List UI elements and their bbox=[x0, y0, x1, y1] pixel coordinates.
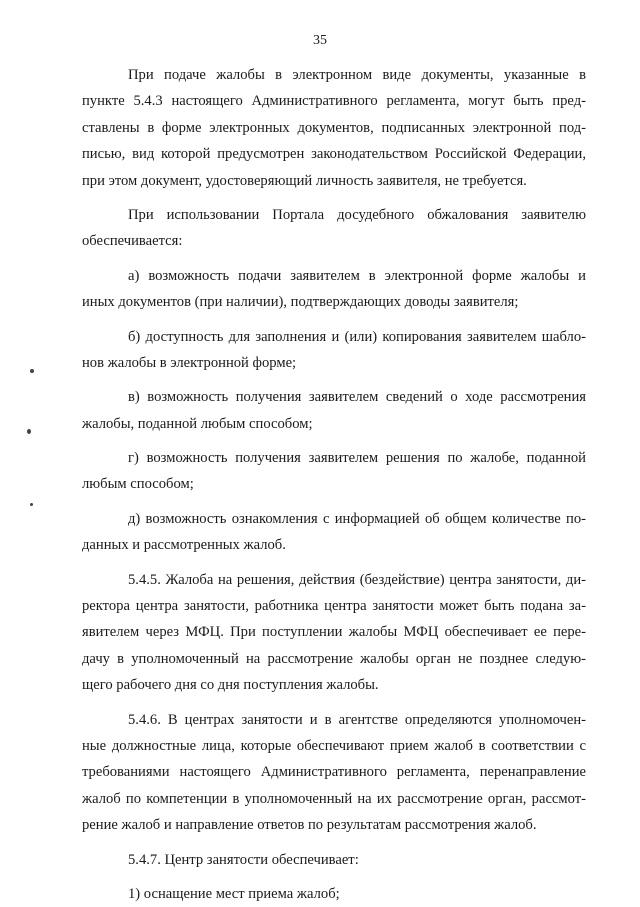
text-line: 5.4.6. В центрах занятости и в агентстве определяются уполномочен- bbox=[128, 711, 586, 728]
text-line: явителем через МФЦ. При поступлении жалобы МФЦ обеспечивает ее пере- bbox=[82, 624, 586, 641]
text-line: ректора центра занятости, работника центра занятости может быть подана за- bbox=[82, 598, 586, 615]
text-line: а) возможность подачи заявителем в электронной форме жалобы и bbox=[128, 267, 586, 284]
paragraph bbox=[82, 847, 586, 873]
paragraph-gap bbox=[82, 194, 586, 202]
page-number: 35 bbox=[313, 33, 327, 48]
text-line: г) возможность получения заявителем решения по жалобе, поданной bbox=[128, 450, 586, 467]
text-line: в) возможность получения заявителем сведений о ходе рассмотрения bbox=[128, 389, 586, 406]
scan-speck bbox=[30, 503, 33, 506]
text-line: рение жалоб и направление ответов по результатам рассмотрения жалоб. bbox=[82, 817, 537, 834]
text-line: При подаче жалобы в электронном виде документы, указанные в bbox=[128, 67, 586, 83]
text-line: обеспечивается: bbox=[82, 233, 183, 250]
paragraph bbox=[82, 62, 586, 194]
paragraph bbox=[82, 324, 586, 377]
text-line: щего рабочего дня со дня поступления жалобы. bbox=[82, 677, 379, 694]
text-line: данных и рассмотренных жалоб. bbox=[82, 537, 286, 554]
text-line: нов жалобы в электронной форме; bbox=[82, 354, 297, 371]
paragraph bbox=[82, 506, 586, 559]
text-line: писью, вид которой предусмотрен законодательством Российской Федерации, bbox=[82, 146, 586, 163]
text-line: любым способом; bbox=[82, 476, 194, 493]
text-line: 5.4.5. Жалоба на решения, действия (бездействие) центра занятости, ди- bbox=[128, 571, 586, 588]
paragraph bbox=[82, 567, 586, 699]
text-line: иных документов (при наличии), подтверждающих доводы заявителя; bbox=[82, 294, 519, 311]
paragraph bbox=[82, 384, 586, 437]
text-line: д) возможность ознакомления с информацией об общем количестве по- bbox=[128, 510, 586, 527]
paragraph-gap bbox=[82, 376, 586, 384]
scan-speck bbox=[30, 369, 34, 373]
paragraph-gap bbox=[82, 839, 586, 847]
text-line: пункте 5.4.3 настоящего Административного регламента, могут быть пред- bbox=[82, 93, 586, 110]
text-line: при этом документ, удостоверяющий личность заявителя, не требуется. bbox=[82, 172, 527, 189]
scan-speck bbox=[27, 429, 31, 434]
paragraph bbox=[82, 707, 586, 839]
text-line: б) доступность для заполнения и (или) копирования заявителем шабло- bbox=[128, 328, 586, 345]
paragraph-gap bbox=[82, 873, 586, 881]
text-line: жалобы, поданной любым способом; bbox=[82, 415, 313, 432]
document-body bbox=[82, 62, 586, 907]
text-line: требованиями настоящего Административного регламента, перенаправление bbox=[82, 764, 586, 781]
text-line: При использовании Портала досудебного обжалования заявителю bbox=[128, 206, 586, 223]
text-line: 5.4.7. Центр занятости обеспечивает: bbox=[128, 851, 359, 868]
paragraph-gap bbox=[82, 559, 586, 567]
text-line: жалоб по компетенции в уполномоченный на их рассмотрение орган, рассмот- bbox=[82, 790, 586, 807]
paragraph-gap bbox=[82, 498, 586, 506]
paragraph bbox=[82, 263, 586, 316]
paragraph bbox=[82, 881, 586, 907]
paragraph bbox=[82, 445, 586, 498]
text-line: ные должностные лица, которые обеспечивают прием жалоб в соответствии с bbox=[82, 737, 586, 754]
paragraph-gap bbox=[82, 255, 586, 263]
text-line: дачу в уполномоченный на рассмотрение жалобы орган не позднее следую- bbox=[82, 650, 586, 667]
paragraph-gap bbox=[82, 437, 586, 445]
paragraph-gap bbox=[82, 699, 586, 707]
text-line: ставлены в форме электронных документов, подписанных электронной под- bbox=[82, 119, 586, 136]
text-line: 1) оснащение мест приема жалоб; bbox=[128, 885, 340, 902]
paragraph-gap bbox=[82, 316, 586, 324]
paragraph bbox=[82, 202, 586, 255]
